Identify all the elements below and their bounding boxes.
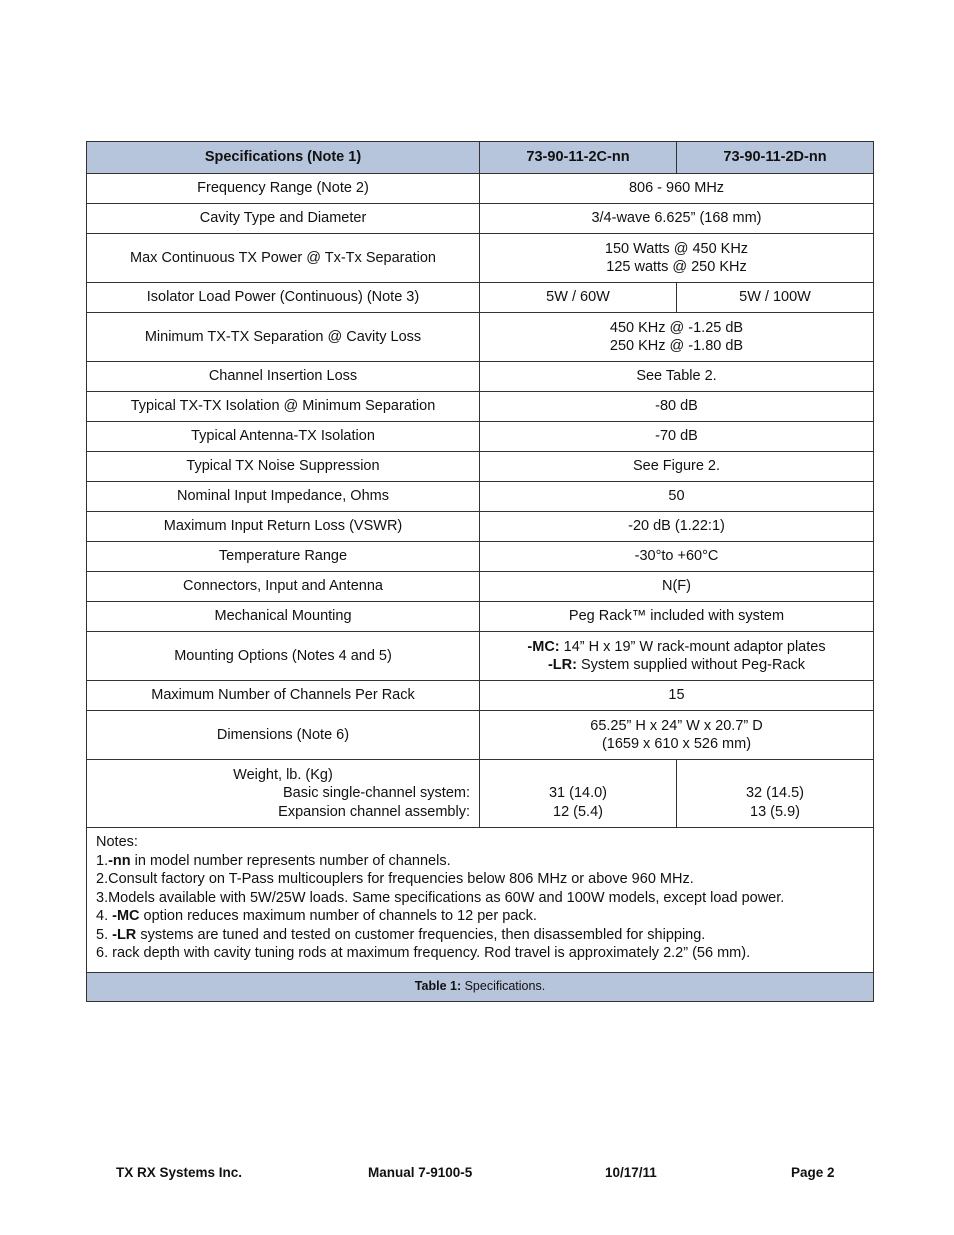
table-row bbox=[87, 204, 874, 234]
note-1 bbox=[96, 852, 864, 871]
row-value: 50 bbox=[480, 482, 874, 512]
page-footer bbox=[0, 1165, 954, 1185]
option-text: 14” H x 19” W rack-mount adaptor plates bbox=[559, 638, 826, 655]
footer-company: TX RX Systems Inc. bbox=[116, 1165, 243, 1180]
note-code: -nn bbox=[108, 852, 131, 869]
note-number: 1. bbox=[96, 852, 109, 869]
option-code: -MC: bbox=[527, 638, 560, 655]
row-label: Typical TX-TX Isolation @ Minimum Separation bbox=[87, 392, 480, 422]
row-label: Channel Insertion Loss bbox=[87, 362, 480, 392]
weight-expansion-2d: 13 (5.9) bbox=[750, 803, 800, 820]
row-value: -70 dB bbox=[480, 422, 874, 452]
row-label: Mechanical Mounting bbox=[87, 602, 480, 632]
weight-expansion-2c: 12 (5.4) bbox=[553, 803, 603, 820]
table-row bbox=[87, 681, 874, 711]
table-row bbox=[87, 452, 874, 482]
note-5 bbox=[96, 926, 864, 945]
value-line: (1659 x 610 x 526 mm) bbox=[601, 736, 752, 752]
row-value-2d bbox=[677, 760, 874, 828]
note-text: option reduces maximum number of channels to 12 per pack. bbox=[139, 908, 537, 924]
weight-basic-2d: 32 (14.5) bbox=[745, 785, 805, 802]
row-value bbox=[480, 711, 874, 760]
row-value: See Table 2. bbox=[480, 362, 874, 392]
row-label: Mounting Options (Notes 4 and 5) bbox=[87, 632, 480, 681]
row-value: -80 dB bbox=[480, 392, 874, 422]
note-number: 4. bbox=[96, 908, 113, 924]
table-row bbox=[87, 512, 874, 542]
row-value: 15 bbox=[480, 681, 874, 711]
value-line: 150 Watts @ 450 KHz bbox=[604, 240, 749, 257]
row-label bbox=[87, 760, 480, 828]
table-row bbox=[87, 234, 874, 283]
row-value: Peg Rack™ included with system bbox=[480, 602, 874, 632]
note-code: -MC bbox=[112, 908, 140, 924]
row-value-2c: 5W / 60W bbox=[480, 283, 677, 313]
row-value-2c bbox=[480, 760, 677, 828]
row-label: Cavity Type and Diameter bbox=[87, 204, 480, 234]
note-6: 6. rack depth with cavity tuning rods at maximum frequency. Rod travel is approximately 2.2” (56 mm). bbox=[96, 945, 751, 961]
row-label: Maximum Input Return Loss (VSWR) bbox=[87, 512, 480, 542]
note-3: 3.Models available with 5W/25W loads. Same specifications as 60W and 100W models, except load power. bbox=[96, 889, 785, 906]
value-line: 125 watts @ 250 KHz bbox=[606, 259, 747, 275]
value-line: 250 KHz @ -1.80 dB bbox=[609, 338, 744, 354]
notes-block bbox=[87, 828, 874, 973]
value-line: 65.25” H x 24” W x 20.7” D bbox=[590, 717, 763, 734]
mount-option-mc bbox=[486, 638, 867, 657]
row-value: 3/4-wave 6.625” (168 mm) bbox=[480, 204, 874, 234]
notes-row bbox=[87, 828, 874, 973]
note-4 bbox=[96, 907, 864, 926]
row-label: Nominal Input Impedance, Ohms bbox=[87, 482, 480, 512]
header-model-2c: 73-90-11-2C-nn bbox=[480, 142, 677, 174]
row-label: Max Continuous TX Power @ Tx-Tx Separation bbox=[87, 234, 480, 283]
option-text: System supplied without Peg-Rack bbox=[576, 657, 806, 673]
note-2: 2.Consult factory on T-Pass multicouplers for frequencies below 806 MHz or above 960 MHz. bbox=[96, 871, 694, 887]
caption-label: Table 1: bbox=[414, 979, 462, 994]
mount-option-lr bbox=[486, 656, 867, 675]
row-value: 806 - 960 MHz bbox=[480, 174, 874, 204]
note-code: -LR bbox=[112, 926, 137, 943]
table-row bbox=[87, 542, 874, 572]
weight-title: Weight, lb. (Kg) bbox=[233, 766, 333, 783]
table-row bbox=[87, 711, 874, 760]
row-value bbox=[480, 632, 874, 681]
table-caption bbox=[87, 972, 874, 1001]
table-row bbox=[87, 313, 874, 362]
row-label: Typical Antenna-TX Isolation bbox=[87, 422, 480, 452]
note-text: systems are tuned and tested on customer frequencies, then disassembled for shipping. bbox=[136, 926, 706, 943]
row-value-2d: 5W / 100W bbox=[677, 283, 874, 313]
table-row bbox=[87, 602, 874, 632]
footer-date: 10/17/11 bbox=[605, 1165, 657, 1180]
table-row bbox=[87, 362, 874, 392]
footer-manual: Manual 7-9100-5 bbox=[368, 1165, 473, 1180]
row-value: -30°to +60°C bbox=[480, 542, 874, 572]
row-value bbox=[480, 313, 874, 362]
row-label: Temperature Range bbox=[87, 542, 480, 572]
row-label: Dimensions (Note 6) bbox=[87, 711, 480, 760]
table-row bbox=[87, 174, 874, 204]
header-specifications: Specifications (Note 1) bbox=[87, 142, 480, 174]
caption-text: Specifications. bbox=[461, 979, 546, 994]
table-row bbox=[87, 422, 874, 452]
specifications-table bbox=[86, 141, 874, 1002]
table-row bbox=[87, 632, 874, 681]
row-label: Minimum TX-TX Separation @ Cavity Loss bbox=[87, 313, 480, 362]
table-row bbox=[87, 283, 874, 313]
row-label: Frequency Range (Note 2) bbox=[87, 174, 480, 204]
notes-title: Notes: bbox=[96, 834, 138, 850]
note-text: in model number represents number of channels. bbox=[130, 852, 451, 869]
row-value: N(F) bbox=[480, 572, 874, 602]
footer-page-number: Page 2 bbox=[791, 1165, 835, 1180]
weight-basic-2c: 31 (14.0) bbox=[548, 785, 608, 802]
row-value: -20 dB (1.22:1) bbox=[480, 512, 874, 542]
table-row bbox=[87, 572, 874, 602]
value-line: 450 KHz @ -1.25 dB bbox=[609, 319, 744, 336]
option-code: -LR: bbox=[547, 657, 577, 673]
weight-sub-expansion: Expansion channel assembly: bbox=[278, 803, 470, 820]
table-row bbox=[87, 482, 874, 512]
table-row bbox=[87, 392, 874, 422]
row-label: Maximum Number of Channels Per Rack bbox=[87, 681, 480, 711]
table-header-row bbox=[87, 142, 874, 174]
caption-row bbox=[87, 972, 874, 1001]
header-model-2d: 73-90-11-2D-nn bbox=[677, 142, 874, 174]
row-value: See Figure 2. bbox=[480, 452, 874, 482]
row-label: Typical TX Noise Suppression bbox=[87, 452, 480, 482]
note-number: 5. bbox=[96, 926, 113, 943]
weight-sub-basic: Basic single-channel system: bbox=[283, 785, 470, 802]
row-value bbox=[480, 234, 874, 283]
row-label: Connectors, Input and Antenna bbox=[87, 572, 480, 602]
row-label: Isolator Load Power (Continuous) (Note 3) bbox=[87, 283, 480, 313]
table-row-weight bbox=[87, 760, 874, 828]
